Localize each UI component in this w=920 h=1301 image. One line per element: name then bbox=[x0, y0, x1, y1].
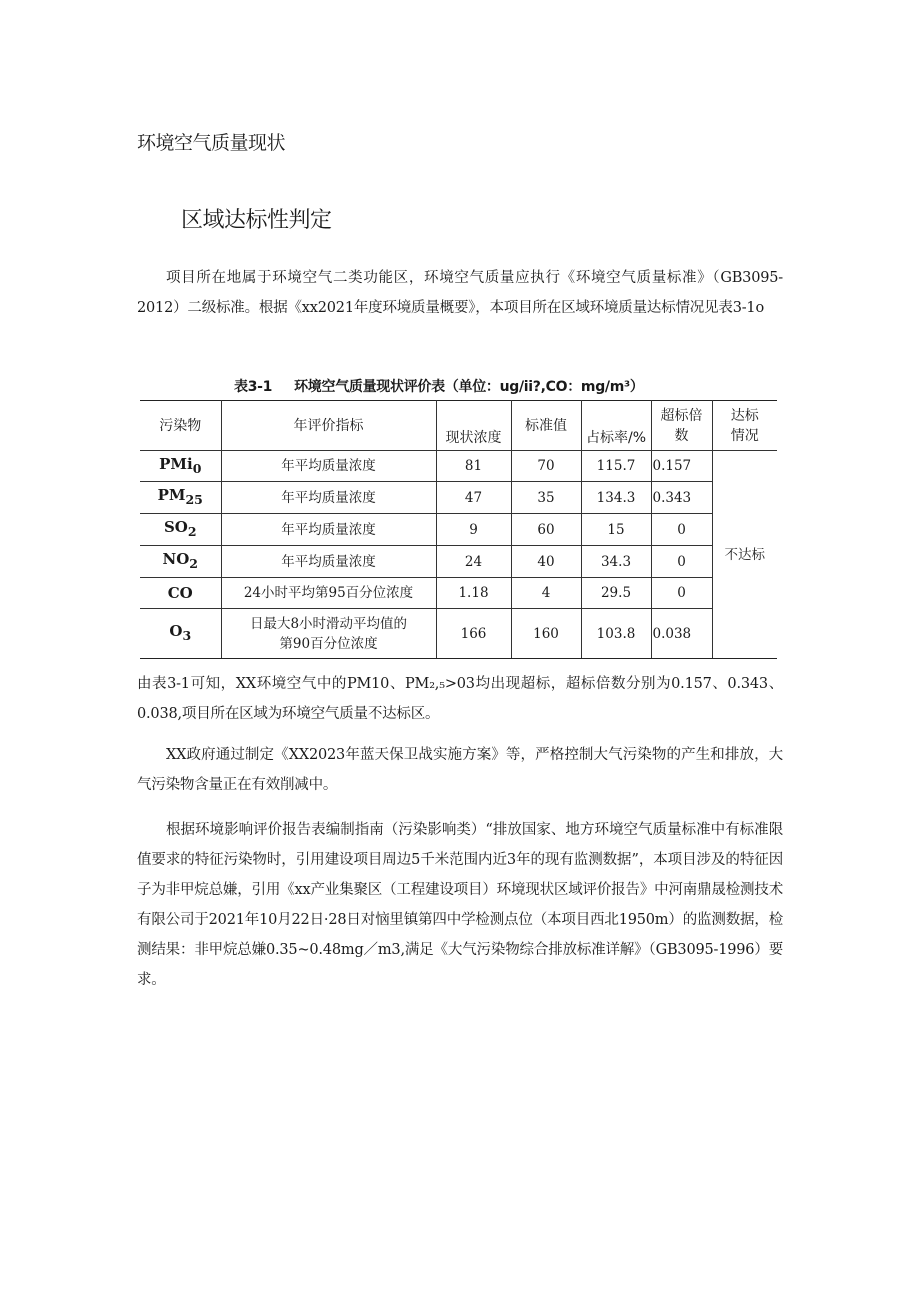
header-pollutant: 污染物 bbox=[140, 401, 221, 451]
subsection-heading: 区域达标性判定 bbox=[181, 208, 332, 233]
table-conclusion-paragraph: 由表3-1可知，XX环境空气中的PM10、PM₂,₅>03均出现超标，超标倍数分别为0.157、0.343、0.038,项目所在区域为环境空气质量不达标区。 bbox=[137, 676, 783, 722]
indicator-line1: 日最大8小时滑动平均值的 bbox=[249, 615, 408, 632]
concentration-cell: 24 bbox=[436, 546, 511, 578]
table-row bbox=[140, 514, 777, 546]
table-row bbox=[140, 578, 777, 609]
header-standard: 标准值 bbox=[511, 401, 581, 451]
indicator-line2: 第90百分位浓度 bbox=[279, 635, 378, 652]
pollutant-cell: $SO_2$ bbox=[140, 514, 221, 546]
table-row bbox=[140, 482, 777, 514]
pollutant-cell: $O_3$ bbox=[140, 609, 221, 659]
concentration-cell: 47 bbox=[436, 482, 511, 514]
ratio-cell: 103.8 bbox=[581, 609, 651, 659]
standard-cell: 35 bbox=[511, 482, 581, 514]
standard-cell: 60 bbox=[511, 514, 581, 546]
concentration-cell: 9 bbox=[436, 514, 511, 546]
concentration-cell: 1.18 bbox=[436, 578, 511, 609]
header-exceed-line1: 超标倍 bbox=[660, 407, 703, 424]
section-heading: 环境空气质量现状 bbox=[137, 132, 286, 154]
status-cell: 不达标 bbox=[712, 451, 777, 659]
standard-cell: 4 bbox=[511, 578, 581, 609]
ratio-cell: 29.5 bbox=[581, 578, 651, 609]
pollutant-cell: $NO_2$ bbox=[140, 546, 221, 578]
intro-paragraph: 项目所在地属于环境空气二类功能区，环境空气质量应执行《环境空气质量标准》（GB3095-2012）二级标准。根据《xx2021年度环境质量概要》，本项目所在区域环境质量达标情况见表3-1o bbox=[137, 270, 783, 316]
pollutant-cell: PMi$_0$ bbox=[140, 451, 221, 482]
header-concentration: 现状浓度 bbox=[436, 401, 511, 451]
ratio-cell: 115.7 bbox=[581, 451, 651, 482]
table-row bbox=[140, 609, 777, 659]
indicator-cell: 年平均质量浓度 bbox=[221, 546, 436, 578]
concentration-cell: 166 bbox=[436, 609, 511, 659]
exceed-cell: 0.343 bbox=[651, 482, 712, 514]
standard-cell: 160 bbox=[511, 609, 581, 659]
concentration-cell: 81 bbox=[436, 451, 511, 482]
pollutant-cell: CO bbox=[140, 578, 221, 609]
indicator-cell: 年平均质量浓度 bbox=[221, 514, 436, 546]
header-status-line2: 情况 bbox=[730, 427, 759, 444]
air-quality-table bbox=[140, 400, 777, 659]
table-header-row bbox=[140, 401, 777, 451]
table-row bbox=[140, 451, 777, 482]
header-status-line1: 达标 bbox=[730, 407, 759, 424]
monitoring-data-paragraph: 根据环境影响评价报告表编制指南（污染影响类）“排放国家、地方环境空气质量标准中有标准限值要求的特征污染物时，引用建设项目周边5千米范围内近3年的现有监测数据”，本项目涉及的特征因子为非甲烷总嫌，引用《xx产业集聚区（工程建设项目）环境现状区域评价报告》中河南鼎晟检测技术有限公司于2021年10月22日·28日对恼里镇第四中学检测点位（本项目西北1950m）的监测数据，检测结果：非甲烷总嫌0.35~0.48mg／m3,满足《大气污染物综合排放标准详解》（GB3095-1996）要求。 bbox=[137, 822, 783, 988]
indicator-cell bbox=[221, 609, 436, 659]
exceed-cell: 0.038 bbox=[651, 609, 712, 659]
pollutant-cell: $PM_{25}$ bbox=[140, 482, 221, 514]
indicator-cell: 年平均质量浓度 bbox=[221, 482, 436, 514]
ratio-cell: 134.3 bbox=[581, 482, 651, 514]
exceed-cell: 0 bbox=[651, 514, 712, 546]
ratio-cell: 34.3 bbox=[581, 546, 651, 578]
indicator-cell: 年平均质量浓度 bbox=[221, 451, 436, 482]
table-caption-title: 环境空气质量现状评价表（单位：ug/ii?,CO：mg/m³） bbox=[294, 379, 644, 395]
standard-cell: 70 bbox=[511, 451, 581, 482]
standard-cell: 40 bbox=[511, 546, 581, 578]
table-caption bbox=[234, 376, 644, 396]
exceed-cell: 0 bbox=[651, 546, 712, 578]
header-ratio: 占标率/% bbox=[581, 401, 651, 451]
header-exceed-line2: 数 bbox=[674, 427, 689, 444]
indicator-cell: 24小时平均第95百分位浓度 bbox=[221, 578, 436, 609]
header-indicator: 年评价指标 bbox=[221, 401, 436, 451]
header-status bbox=[712, 401, 777, 451]
government-measures-paragraph: XX政府通过制定《XX2023年蓝天保卫战实施方案》等，严格控制大气污染物的产生和排放，大气污染物含量正在有效削减中。 bbox=[137, 747, 783, 793]
table-caption-number: 表3-1 bbox=[234, 379, 273, 395]
exceed-cell: 0.157 bbox=[651, 451, 712, 482]
header-exceed bbox=[651, 401, 712, 451]
table-row bbox=[140, 546, 777, 578]
exceed-cell: 0 bbox=[651, 578, 712, 609]
ratio-cell: 15 bbox=[581, 514, 651, 546]
